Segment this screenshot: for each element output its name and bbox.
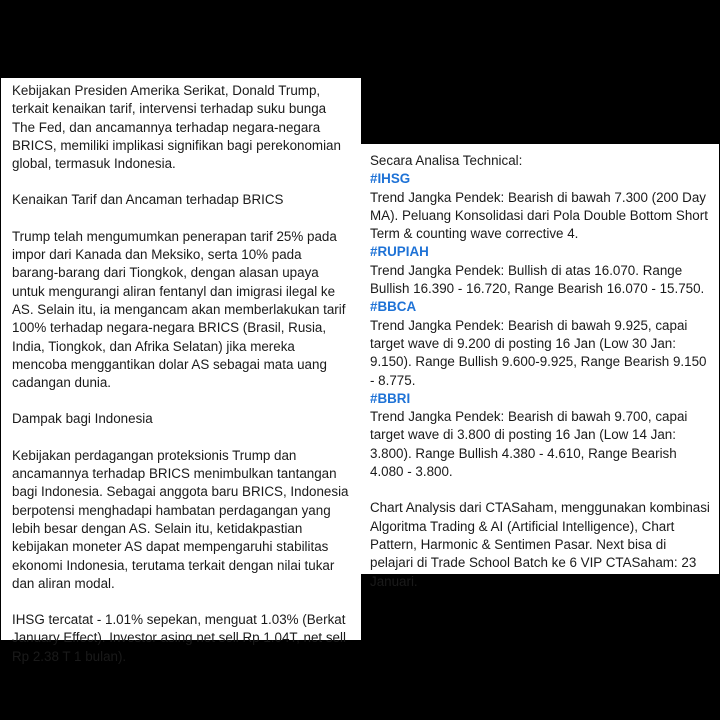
- ihsg-analysis: Trend Jangka Pendek: Bearish di bawah 7.300 (200 Day MA). Peluang Konsolidasi dari Pola Double Bottom Short Term & counting wave corrective 4.: [370, 189, 708, 242]
- bbri-analysis: Trend Jangka Pendek: Bearish di bawah 9.700, capai target wave di 3.800 di posting 16 Jan (Low 14 Jan: 3.800). Range Bullish 4.380 - 4.610, Range Bearish 4.080 - 3.800.: [370, 409, 688, 480]
- hashtag-ihsg[interactable]: #IHSG: [370, 171, 411, 187]
- hashtag-bbca[interactable]: #BBCA: [370, 299, 417, 315]
- hashtag-rupiah[interactable]: #RUPIAH: [370, 244, 429, 260]
- impact-heading: Dampak bagi Indonesia: [12, 411, 153, 427]
- right-text-card: [361, 144, 719, 589]
- hashtag-bbri[interactable]: #BBRI: [370, 390, 411, 406]
- left-text-card: [1, 78, 361, 664]
- ihsg-note-paragraph: IHSG tercatat - 1.01% sepekan, menguat 1.03% (Berkat January Effect). Investor asing net sell Rp 1.04T, net sell Rp 2.38 T 1 bulan).: [12, 612, 346, 664]
- tariff-paragraph: Trump telah mengumumkan penerapan tarif 25% pada impor dari Kanada dan Meksiko, serta 10% pada barang-barang dari Tiongkok, dengan alasan upaya untuk mengurangi aliran fentanyl dan imigrasi ilegal ke AS. Selain itu, ia mengancam akan memberlakukan tarif 100% terhadap negara-negara BRICS (Brasil, Rusia, India, Tiongkok, dan Afrika Selatan) jika mereka mencoba menggantikan dolar AS sebagai mata uang cadangan dunia.: [12, 228, 346, 391]
- tariff-heading: Kenaikan Tarif dan Ancaman terhadap BRICS: [12, 192, 284, 208]
- closing-paragraph: Chart Analysis dari CTASaham, menggunakan kombinasi Algoritma Trading & AI (Artificial Intelligence), Chart Pattern, Harmonic & Sentimen Pasar. Next bisa di pelajari di Trade School Batch ke 6 VIP CTASaham: 23 Januari.: [370, 500, 710, 589]
- rupiah-analysis: Trend Jangka Pendek: Bullish di atas 16.070. Range Bullish 16.390 - 16.720, Range Bearish 16.070 - 15.750.: [370, 262, 705, 297]
- intro-paragraph: Kebijakan Presiden Amerika Serikat, Donald Trump, terkait kenaikan tarif, intervensi terhadap suku bunga The Fed, dan ancamannya terhadap negara-negara BRICS, memiliki implikasi signifikan bagi perekonomian global, termasuk Indonesia.: [12, 83, 341, 172]
- technical-heading: Secara Analisa Technical:: [370, 153, 523, 168]
- bbca-analysis: Trend Jangka Pendek: Bearish di bawah 9.925, capai target wave di 9.200 di posting 16 Jan (Low 30 Jan: 9.150). Range Bullish 9.600-9.925, Range Bearish 9.150 - 8.775.: [370, 317, 707, 388]
- impact-paragraph: Kebijakan perdagangan proteksionis Trump dan ancamannya terhadap BRICS menimbulkan tantangan bagi Indonesia. Sebagai anggota baru BRICS, Indonesia berpotensi menghadapi hambatan perdagangan yang lebih besar dengan AS. Selain itu, ketidakpastian kebijakan moneter AS dapat mempengaruhi stabilitas ekonomi Indonesia, terutama terkait dengan nilai tukar dan aliran modal.: [12, 447, 349, 591]
